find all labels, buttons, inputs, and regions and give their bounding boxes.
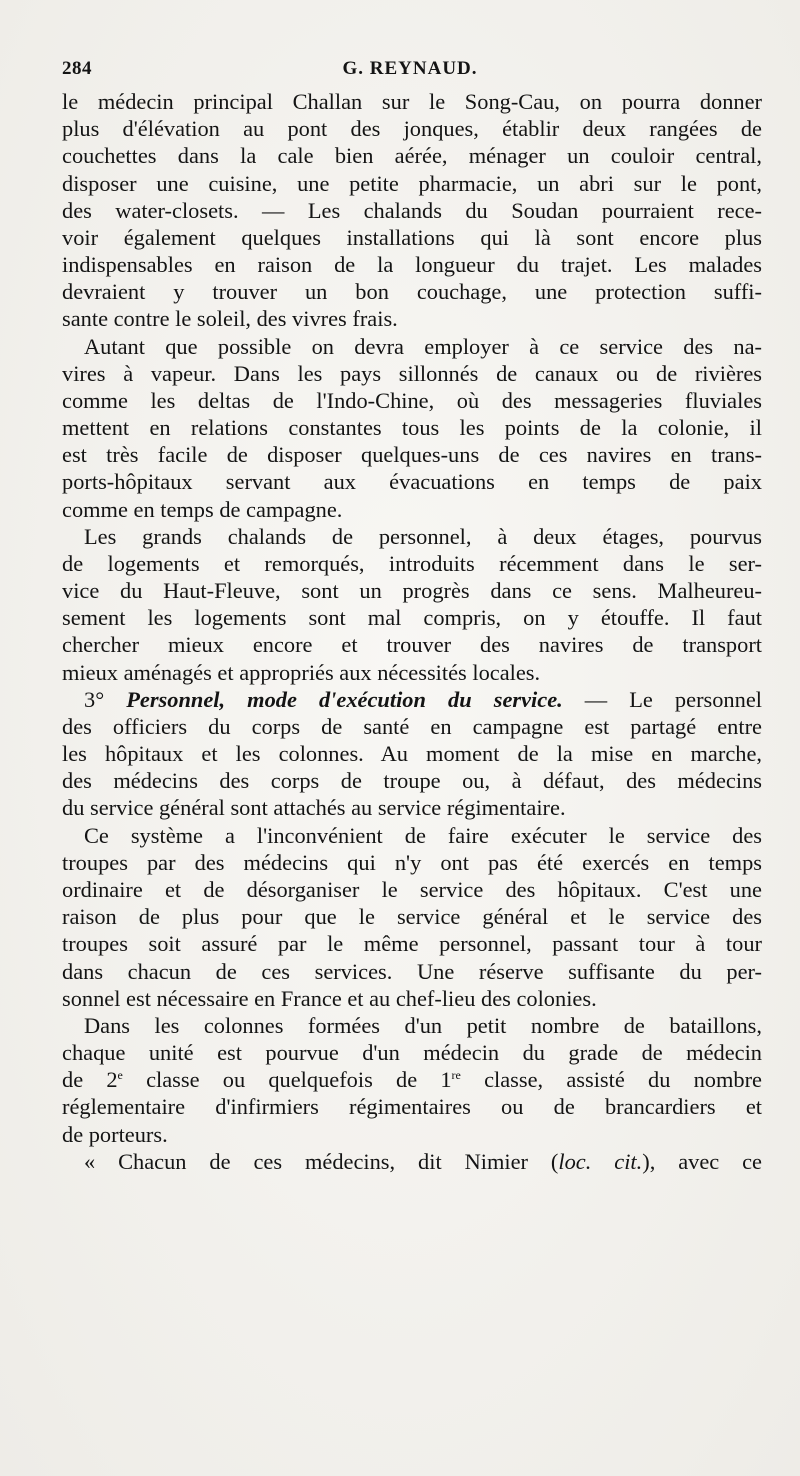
text-line: troupes soit assuré par le même personnel, passant tour à tour	[62, 931, 762, 957]
text-line: sement les logements sont mal compris, on y étouffe. Il faut	[62, 605, 762, 631]
text-line: sonnel est nécessaire en France et au chef-lieu des colonies.	[62, 985, 597, 1011]
text-line: ordinaire et de désorganiser le service des hôpitaux. C'est une	[62, 876, 762, 902]
text-line: du service général sont attachés au service régimentaire.	[62, 795, 566, 821]
text-line: disposer une cuisine, une petite pharmacie, un abri sur le pont,	[62, 170, 762, 196]
text-line: mieux aménagés et appropriés aux nécessités locales.	[62, 659, 541, 685]
superscript: re	[451, 1068, 461, 1083]
text-line: raison de plus pour que le service général et le service des	[62, 904, 762, 930]
text-line: des médecins des corps de troupe ou, à défaut, des médecins	[62, 768, 762, 794]
text-line: chaque unité est pourvue d'un médecin du grade de médecin	[62, 1040, 762, 1066]
page-number: 284	[62, 58, 92, 79]
text-fragment: classe ou quelquefois de 1	[122, 1067, 452, 1093]
text-line: de logements et remorqués, introduits récemment dans le ser-	[62, 550, 762, 576]
text-line-with-superscripts	[62, 1066, 762, 1093]
text-line: des water-closets. — Les chalands du Soudan pourraient rece-	[62, 197, 762, 223]
text-line: des officiers du corps de santé en campagne est partagé entre	[62, 713, 762, 739]
page-header	[62, 58, 758, 88]
text-line: Dans les colonnes formées d'un petit nombre de bataillons,	[84, 1012, 762, 1038]
text-line: indispensables en raison de la longueur du trajet. Les malades	[62, 252, 762, 278]
text-line: de porteurs.	[62, 1121, 168, 1147]
section-number: 3°	[84, 686, 127, 712]
text-line: dans chacun de ces services. Une réserve suffisante du per-	[62, 958, 762, 984]
text-line: les hôpitaux et les colonnes. Au moment de la mise en marche,	[62, 741, 762, 767]
text-line: plus d'élévation au pont des jonques, établir deux rangées de	[62, 116, 762, 142]
text-fragment: classe, assisté du nombre	[460, 1067, 762, 1093]
text-fragment: ), avec ce	[642, 1148, 763, 1174]
text-line: Autant que possible on devra employer à ce service des na-	[84, 333, 762, 359]
text-line: Ce système a l'inconvénient de faire exécuter le service des	[84, 822, 762, 848]
text-line: couchettes dans la cale bien aérée, ménager un couloir central,	[62, 143, 762, 169]
text-line: devraient y trouver un bon couchage, une protection suffi-	[62, 279, 762, 305]
text-line: chercher mieux encore et trouver des navires de transport	[62, 632, 762, 658]
text-line: voir également quelques installations qui là sont encore plus	[62, 224, 762, 250]
text-fragment: « Chacun de ces médecins, dit Nimier (	[84, 1148, 559, 1174]
text-line: ports-hôpitaux servant aux évacuations en temps de paix	[62, 469, 762, 495]
text-line: vice du Haut-Fleuve, sont un progrès dans ce sens. Malheureu-	[62, 578, 762, 604]
text-line: mettent en relations constantes tous les points de la colonie, il	[62, 415, 762, 441]
text-line: est très facile de disposer quelques-uns de ces navires en trans-	[62, 442, 762, 468]
text-line: sante contre le soleil, des vivres frais.	[62, 306, 398, 332]
citation: loc. cit.	[558, 1148, 643, 1174]
running-title: G. REYNAUD.	[342, 58, 478, 79]
section-heading-line	[62, 686, 762, 713]
text-line: comme les deltas de l'Indo-Chine, où des messageries fluviales	[62, 387, 762, 413]
text-line: réglementaire d'infirmiers régimentaires ou de brancardiers et	[62, 1094, 762, 1120]
text-line: comme en temps de campagne.	[62, 496, 343, 522]
section-title: Personnel, mode d'exécution du service.	[126, 686, 563, 712]
text-line: le médecin principal Challan sur le Song-Cau, on pourra donner	[62, 89, 762, 114]
text-line: vires à vapeur. Dans les pays sillonnés de canaux ou de rivières	[62, 360, 762, 386]
text-line: Les grands chalands de personnel, à deux étages, pourvus	[84, 523, 762, 549]
text-line: troupes par des médecins qui n'y ont pas été exercés en temps	[62, 849, 762, 875]
superscript: e	[117, 1068, 123, 1083]
text-fragment: de 2	[62, 1067, 118, 1093]
body-text	[62, 88, 762, 1175]
section-line-rest: — Le personnel	[562, 686, 762, 712]
quote-line	[62, 1148, 762, 1175]
